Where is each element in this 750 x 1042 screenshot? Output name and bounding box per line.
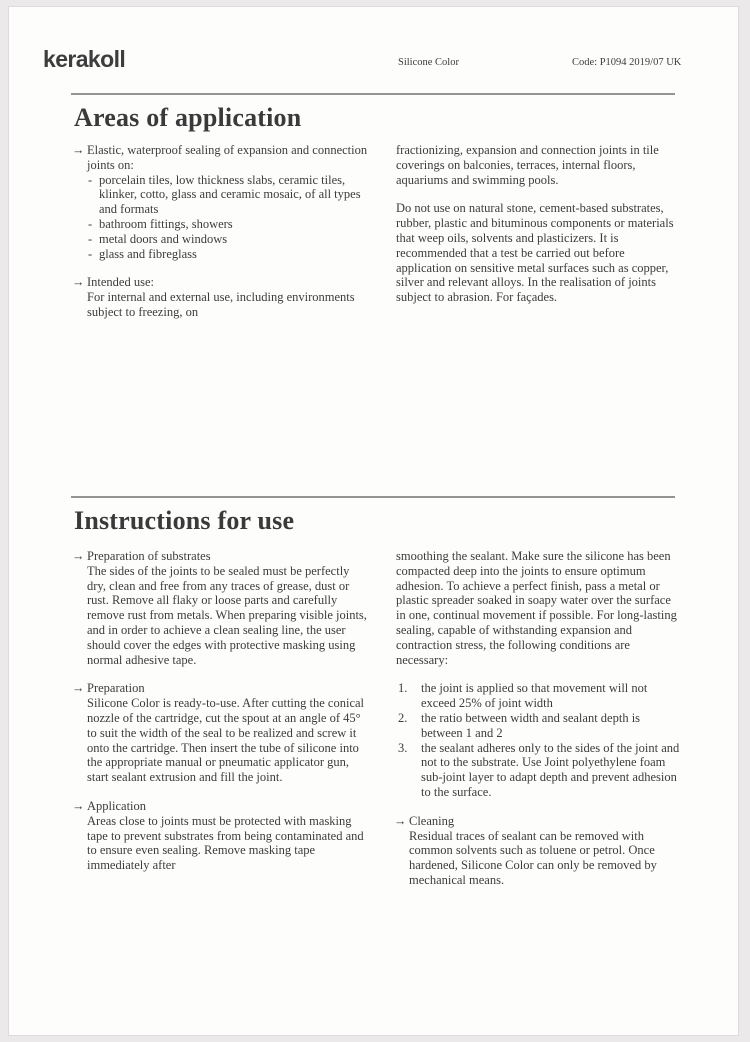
instructions-preparation-label: Preparation [87,681,145,696]
list-item: - metal doors and windows [87,232,368,247]
arrow-icon: → [394,813,407,828]
instructions-application-item [74,799,371,873]
arrow-icon: → [72,143,85,157]
areas-elastic-item [74,143,368,261]
list-item: the ratio between width and sealant depth is between 1 and 2 [421,710,641,740]
section-divider [71,496,675,498]
areas-intended-body: For internal and external use, including environments subject to freezing, on [87,290,355,319]
instructions-substrates-body: The sides of the joints to be sealed must be perfectly dry, clean and free from any traces of grease, dust or rust. Remove all flaky or loose parts and carefully remove rust from metals. When preparing visible joints, and in order to achieve a clean sealing line, the user should cover the edges with protective masking using normal adhesive tape. [87,563,367,667]
instructions-cleaning-item [396,814,680,888]
list-item: - glass and fibreglass [87,247,368,262]
areas-intended-item [74,275,368,319]
arrow-icon: → [72,798,85,813]
instructions-cleaning-label: Cleaning [409,813,455,828]
header-document-code: Code: P1094 2019/07 UK [572,57,682,68]
header-product-name: Silicone Color [398,57,459,68]
kerakoll-logo: kerakoll [43,46,126,72]
areas-elastic-sublist [87,173,368,262]
areas-right-column [396,143,676,305]
instructions-application-label: Application [87,798,147,813]
arrow-icon: → [72,275,85,290]
areas-continuation-paragraph: fractionizing, expansion and connection joints in tile coverings on balconies, terraces, internal floors, aquariums and swimming pools. [396,143,659,187]
list-item: the joint is applied so that movement will not exceed 25% of joint width [421,681,648,711]
instructions-preparation-item [74,681,371,785]
areas-warning-paragraph: Do not use on natural stone, cement-based substrates, rubber, plastic and bituminous components or materials that weep oils, solvents and plasticizers. It is recommended that a test be carried out before application on sensitive metal surfaces such as copper, silver and relevant alloys. In the realisation of joints subject to abrasion. For façades. [396,201,674,305]
instructions-substrates-label: Preparation of substrates [87,549,211,563]
instructions-application-body: Areas close to joints must be protected with masking tape to prevent substrates from being contaminated and to ensure even sealing. Remove masking tape immediately after [87,813,364,873]
areas-intended-label: Intended use: [87,275,154,290]
section-title-instructions: Instructions for use [74,506,295,535]
header-divider [71,93,675,95]
list-item: - bathroom fittings, showers [87,217,368,232]
instructions-cleaning-body: Residual traces of sealant can be removed with common solvents such as toluene or petrol. Once hardened, Silicone Color can only be removed by mechanical means. [409,828,657,887]
datasheet-page [8,6,739,1036]
instructions-right-column [396,549,680,888]
list-item: - porcelain tiles, low thickness slabs, ceramic tiles, klinker, cotto, glass and ceramic mosaic, of all types and formats [87,173,368,217]
list-item: the sealant adheres only to the sides of the joint and not to the substrate. Use Joint polyethylene foam sub-joint layer to adapt depth and prevent adhesion to the surface. [421,740,680,799]
areas-left-column [74,143,368,320]
instructions-preparation-body: Silicone Color is ready-to-use. After cutting the conical nozzle of the cartridge, cut the spout at an angle of 45° to suit the width of the seal to be realized and screw it onto the cartridge. Then insert the tube of silicone into the appropriate manual or pneumatic applicator gun, start sealant extrusion and fill the joint. [87,696,365,785]
arrow-icon: → [72,549,85,563]
instructions-left-column [74,549,371,873]
instructions-substrates-item [74,549,371,667]
instructions-continuation-paragraph: smoothing the sealant. Make sure the silicone has been compacted deep into the joints to ensure optimum adhesion. To achieve a perfect finish, pass a metal or plastic spreader soaked in soapy water over the surface in one, continual movement if possible. For long-lasting sealing, capable of withstanding expansion and contraction stress, the following conditions are necessary: [396,549,677,667]
arrow-icon: → [72,681,85,696]
section-title-areas: Areas of application [74,103,302,132]
areas-elastic-label: Elastic, waterproof sealing of expansion and connection joints on: [87,143,368,172]
instructions-conditions-list [396,681,680,799]
